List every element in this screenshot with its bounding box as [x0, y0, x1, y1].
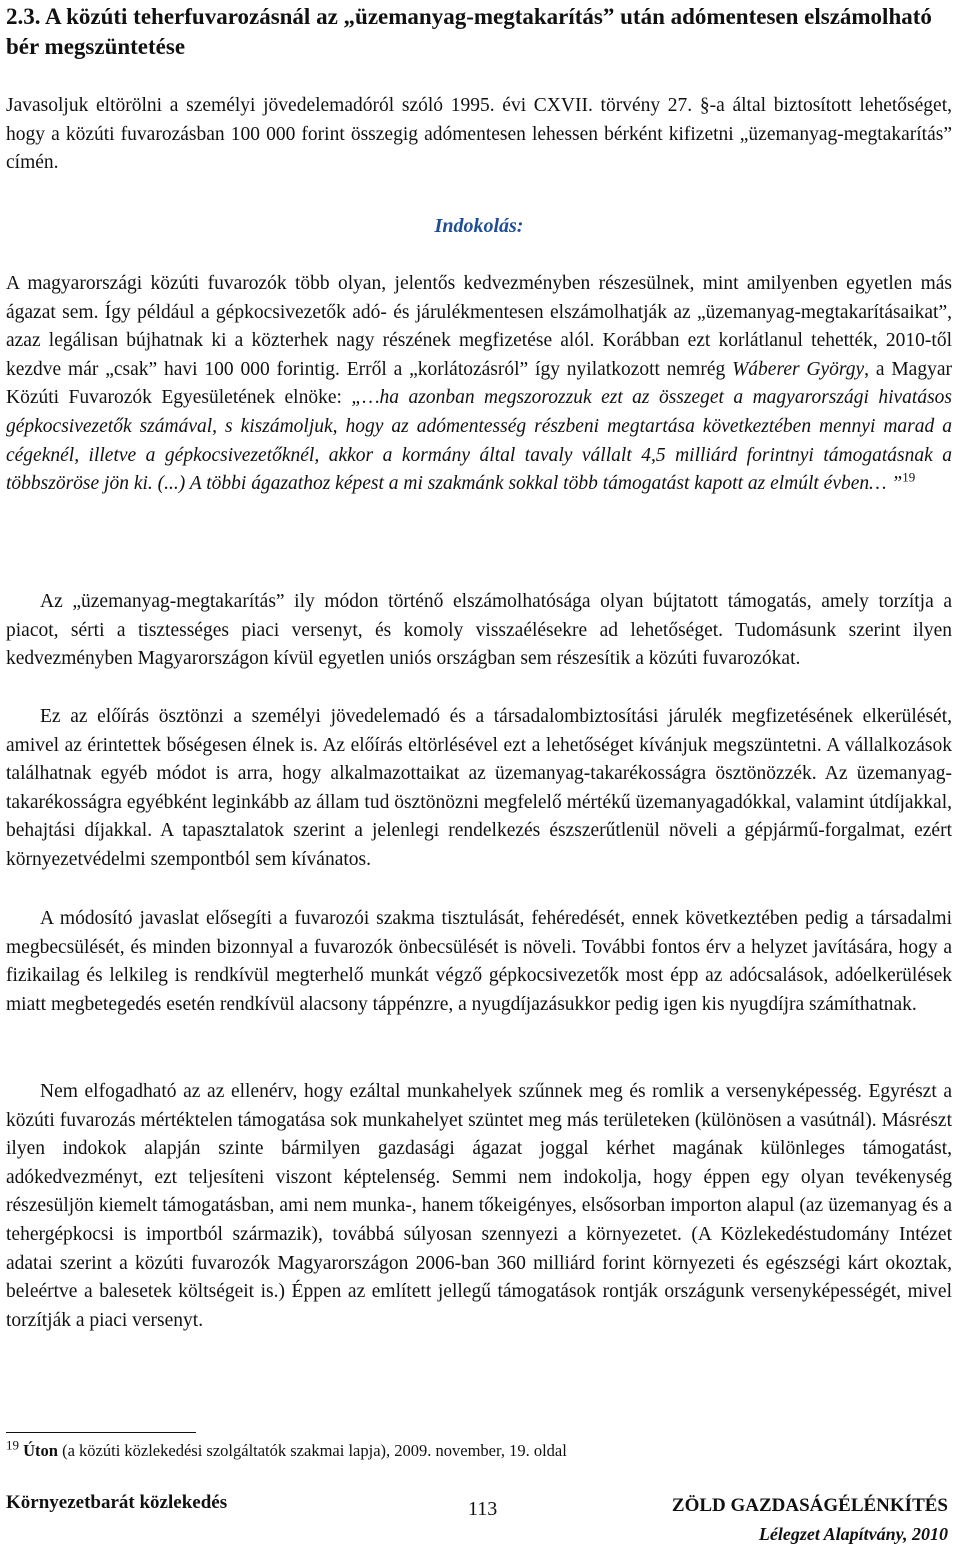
paragraph-1 — [6, 270, 952, 499]
paragraph-2: Az „üzemanyag-megtakarítás” ily módon történő elszámolhatósága olyan bújtatott támogatás, amely torzítja a piacot, sérti a tisztességes piaci versenyt, és komoly visszaélésekre ad lehetőséget. Tudomásunk szerint ilyen kedvezményben Magyarországon kívül egyetlen uniós országban sem részesítik a közúti fuvarozókat. — [6, 591, 952, 670]
justification-heading: Indokolás: — [434, 215, 524, 237]
paragraph-3: Ez az előírás ösztönzi a személyi jövedelemadó és a társadalombiztosítási járulék megfizetésének elkerülését, amivel az érintettek bőségesen élnek is. Az előírás eltörlésével ezt a lehetőséget kívánjuk megszüntetni. A vállalkozások találhatnak egyéb módot is arra, hogy alkalmazottaikat az üzemanyag-takarékosságra ösztönözzék. Az üzemanyag-takarékosságra egyébként leginkább az állam tud ösztönözni megfelelő mértékű üzemanyagadókkal, valamint útdíjakkal, behajtási díjakkal. A tapasztalatok szerint a jelenlegi rendelkezés észszerűtlenül növeli a gépjármű-forgalmat, ezért környezetvédelmi szempontból sem kívánatos. — [6, 706, 952, 870]
footnote-source: Úton — [23, 1441, 58, 1460]
paragraph-5: Nem elfogadható az az ellenérv, hogy ezáltal munkahelyek szűnnek meg és romlik a versenyképesség. Egyrészt a közúti fuvarozás mértéktelen támogatása sok munkahelyet szüntet meg más területeken (különösen a vasútnál). Másrészt ilyen indokok alapján szinte bármilyen gazdasági ágazat joggal kérhet magának különleges támogatást, adókedvezményt, ezt teljesíteni viszont képtelenség. Semmi nem indokolja, hogy éppen egy olyan tevékenység részesüljön kiemelt támogatásban, ami nem munka-, hanem tőkeigényes, elsősorban importon alapul (az üzemanyag és a tehergépkocsi is importból származik), továbbá súlyosan szennyezi a környezetet. (A Közlekedéstudomány Intézet adatai szerint a közúti fuvarozók Magyarországon 2006-ban 360 milliárd forint környezeti és egészségi kárt okoztak, beleértve a balesetek költségeit is.) Éppen az említett jellegű támogatások rontják országunk versenyképességét, mivel torzítják a piaci versenyt. — [6, 1081, 952, 1331]
page-number: 113 — [468, 1498, 498, 1520]
quote-text: „…ha azonban megszorozzuk ezt az összeget a magyarországi hivatásos gépkocsivezetők számával, s kiszámoljuk, hogy az adómentesség részbeni megtartása következtében mennyi marad a cégeknél, illetve a gépkocsivezetőknél, akkor a kormány által tavaly vállalt 4,5 milliárd forintnyi támogatásnak a többszöröse jön ki. (...) A többi ágazathoz képest a mi szakmánk sokkal több támogatást kapott az elmúlt évben… ” — [6, 387, 952, 495]
footer-right — [672, 1492, 948, 1548]
footnote-number: 19 — [6, 1437, 19, 1453]
quoted-name: Wáberer György — [732, 358, 865, 380]
footnote-ref[interactable]: 19 — [902, 469, 916, 485]
paragraph-1-text: A magyarországi közúti fuvarozók több olyan, jelentős kedvezményben részesülnek, mint amilyenben egyetlen más ágazat sem. Így például a gépkocsivezetők adó- és járulékmentesen elszámolhatják az „üzemanyag-megtakarításaikat”, azaz legálisan bújhatnak ki a közterhek nagy részének megfizetése alól. Korábban ezt korlátlanul tehették, 2010-től kezdve már „csak” havi 100 000 forintig. Erről a „korlátozásról” így nyilatkozott nemrég — [6, 273, 952, 380]
footer-right-subtitle: Lélegzet Alapítvány, 2010 — [758, 1524, 948, 1544]
paragraph-1-mid: , a Magyar Közúti Fuvarozók Egyesületének elnöke: — [6, 358, 952, 409]
footnote-divider — [6, 1432, 196, 1433]
paragraph-4: A módosító javaslat elősegíti a fuvarozói szakma tisztulását, fehéredését, ennek következtében pedig a társadalmi megbecsülését, és minden bizonnyal a fuvarozók önbecsülését is növeli. További fontos érv a helyzet javítására, hogy a fizikailag és lelkileg is rendkívül megterhelő munkát végző gépkocsivezetők most épp az adócsalások, adóelkerülések miatt megbetegedés esetén rendkívül alacsony táppénzre, a nyugdíjazásukkor pedig igen kis nyugdíjra számíthatnak. — [6, 908, 952, 1015]
footer-right-title: ZÖLD GAZDASÁGÉLÉNKÍTÉS — [671, 1495, 948, 1516]
footnote — [6, 1437, 567, 1462]
footnote-text: (a közúti közlekedési szolgáltatók szakmai lapja), 2009. november, 19. oldal — [57, 1441, 567, 1460]
section-title: 2.3. A közúti teherfuvarozásnál az „üzemanyag-megtakarítás” után adómentesen elszámolható bér megszüntetése — [6, 4, 932, 59]
intro-paragraph: Javasoljuk eltörölni a személyi jövedelemadóról szóló 1995. évi CXVII. törvény 27. §-a által biztosított lehetőséget, hogy a közúti fuvarozásban 100 000 forint összegig adómentesen lehessen bérként kifizetni „üzemanyag-megtakarítás” címén. — [6, 95, 952, 174]
footer-left-title: Környezetbarát közlekedés — [6, 1492, 228, 1513]
